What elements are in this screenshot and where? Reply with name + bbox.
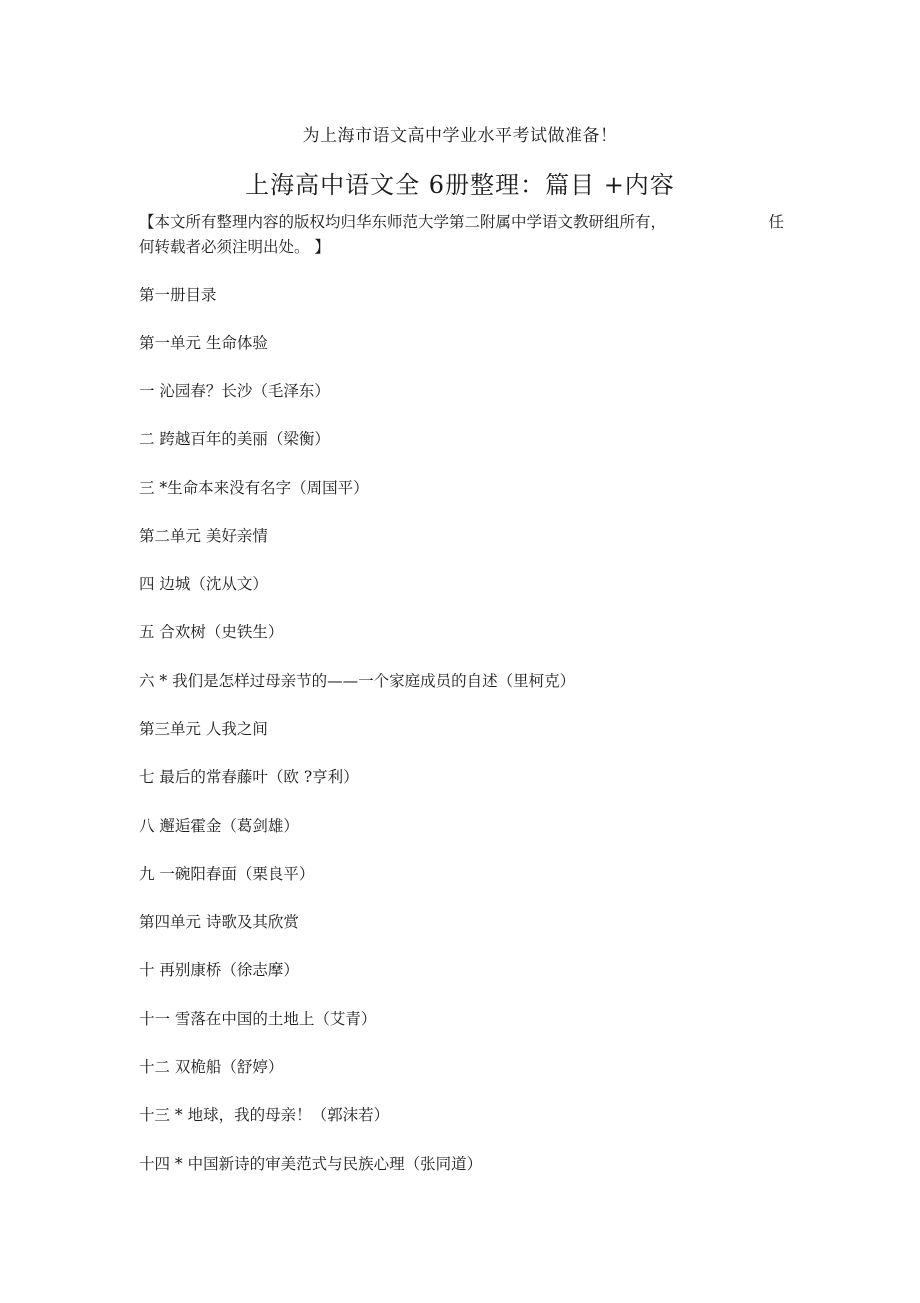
- page-subtitle: 为上海市语文高中学业水平考试做准备！: [302, 126, 618, 146]
- toc-entry: 九 一碗阳春面（栗良平）: [139, 865, 315, 883]
- toc-entry: 七 最后的常春藤叶（欧 ?亨利）: [139, 768, 359, 786]
- copyright-notice-line1-end: 任: [768, 213, 784, 231]
- page-title: 上海高中语文全 6册整理：篇目 +内容: [245, 171, 675, 199]
- toc-entry: 八 邂逅霍金（葛剑雄）: [139, 817, 299, 835]
- toc-entry: 十二 双桅船（舒婷）: [139, 1058, 284, 1076]
- volume-title: 第一册目录: [139, 286, 217, 304]
- toc-entry: 五 合欢树（史铁生）: [139, 623, 284, 641]
- toc-entry: 六 * 我们是怎样过母亲节的——一个家庭成员的自述（里柯克）: [139, 672, 576, 690]
- toc-entry: 十三 * 地球，我的母亲！（郭沫若）: [139, 1106, 390, 1124]
- unit-heading: 第二单元 美好亲情: [139, 527, 268, 545]
- unit-heading: 第一单元 生命体验: [139, 334, 268, 352]
- toc-entry: 一 沁园春？长沙（毛泽东）: [139, 382, 330, 400]
- unit-heading: 第四单元 诗歌及其欣赏: [139, 913, 299, 931]
- copyright-notice-line2: 何转载者必须注明出处。 】: [139, 238, 330, 256]
- toc-entry: 三 *生命本来没有名字（周国平）: [139, 479, 369, 497]
- toc-entry: 十四 * 中国新诗的审美范式与民族心理（张同道）: [139, 1155, 483, 1173]
- toc-entry: 十 再别康桥（徐志摩）: [139, 961, 299, 979]
- copyright-notice: [139, 210, 784, 260]
- toc-entry: 十一 雪落在中国的土地上（艾青）: [139, 1010, 377, 1028]
- toc-entry: 四 边城（沈从文）: [139, 575, 268, 593]
- unit-heading: 第三单元 人我之间: [139, 720, 268, 738]
- toc-entry: 二 跨越百年的美丽（梁衡）: [139, 430, 330, 448]
- copyright-notice-line1: 【本文所有整理内容的版权均归华东师范大学第二附属中学语文教研组所有，: [139, 213, 667, 231]
